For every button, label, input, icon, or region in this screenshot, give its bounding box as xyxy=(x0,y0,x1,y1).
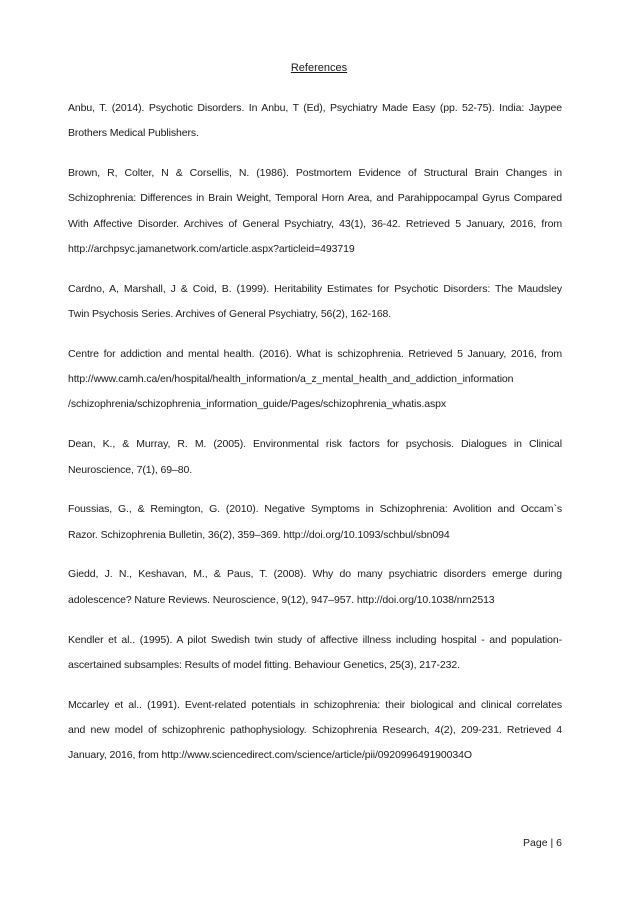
reference-line: Centre for addiction and mental health. (2016). What is schizophrenia. Retrieved 5 January, 2016, from xyxy=(68,347,562,360)
reference-list xyxy=(68,96,562,783)
reference-line: Brothers Medical Publishers. xyxy=(68,127,199,140)
reference-entry xyxy=(68,497,562,548)
reference-line: http://www.camh.ca/en/hospital/health_information/a_z_mental_health_and_addiction_information xyxy=(68,373,514,386)
page-title: References xyxy=(290,62,348,74)
reference-line: With Affective Disorder. Archives of General Psychiatry, 43(1), 36-42. Retrieved 5 January, 2016, from xyxy=(68,217,562,230)
reference-line: Mccarley et al.. (1991). Event-related potentials in schizophrenia: their biological and clinical correlates xyxy=(68,698,562,711)
reference-entry xyxy=(68,161,562,262)
reference-line: http://archpsyc.jamanetwork.com/article.aspx?articleid=493719 xyxy=(68,242,355,255)
page-number: 6 xyxy=(556,837,562,849)
reference-line: Dean, K., & Murray, R. M. (2005). Environmental risk factors for psychosis. Dialogues in Clinical xyxy=(68,438,562,451)
reference-entry xyxy=(68,96,562,147)
page-separator: | xyxy=(550,837,554,849)
reference-entry xyxy=(68,342,562,418)
reference-line: Cardno, A, Marshall, J & Coid, B. (1999). Heritability Estimates for Psychotic Disorders: The Maudsley xyxy=(68,282,562,295)
reference-line: Giedd, J. N., Keshavan, M., & Paus, T. (2008). Why do many psychiatric disorders emerge during xyxy=(68,568,562,581)
reference-entry xyxy=(68,277,562,328)
reference-line: Neuroscience, 7(1), 69–80. xyxy=(68,463,193,476)
reference-entry xyxy=(68,432,562,483)
reference-line: and new model of schizophrenic pathophysiology. Schizophrenia Research, 4(2), 209-231. Retrieved 4 xyxy=(68,723,562,736)
reference-line: Foussias, G., & Remington, G. (2010). Negative Symptoms in Schizophrenia: Avolition and Occam`s xyxy=(68,503,562,516)
reference-line: Kendler et al.. (1995). A pilot Swedish twin study of affective illness including hospital - and population- xyxy=(68,633,562,646)
reference-line: ascertained subsamples: Results of model fitting. Behaviour Genetics, 25(3), 217-232. xyxy=(68,658,460,671)
reference-entry xyxy=(68,693,562,769)
reference-line: Brown, R, Colter, N & Corsellis, N. (1986). Postmortem Evidence of Structural Brain Changes in xyxy=(68,167,562,180)
reference-line: /schizophrenia/schizophrenia_information_guide/Pages/schizophrenia_whatis.aspx xyxy=(68,398,447,411)
reference-line: Razor. Schizophrenia Bulletin, 36(2), 359–369. http://doi.org/10.1093/schbul/sbn094 xyxy=(68,528,450,541)
reference-line: Twin Psychosis Series. Archives of General Psychiatry, 56(2), 162-168. xyxy=(68,308,392,321)
reference-line: Schizophrenia: Differences in Brain Weight, Temporal Horn Area, and Parahippocampal Gyrus Compared xyxy=(68,192,562,205)
reference-line: January, 2016, from http://www.sciencedirect.com/science/article/pii/092099649190034O xyxy=(68,749,472,762)
reference-line: Anbu, T. (2014). Psychotic Disorders. In Anbu, T (Ed), Psychiatry Made Easy (pp. 52-75). India: Jaypee xyxy=(68,102,562,114)
reference-line: adolescence? Nature Reviews. Neuroscience, 9(12), 947–957. http://doi.org/10.1038/nrn2513 xyxy=(68,593,495,606)
page-label: Page xyxy=(523,837,548,849)
reference-entry xyxy=(68,562,562,613)
reference-entry xyxy=(68,628,562,679)
page-footer xyxy=(523,837,562,849)
